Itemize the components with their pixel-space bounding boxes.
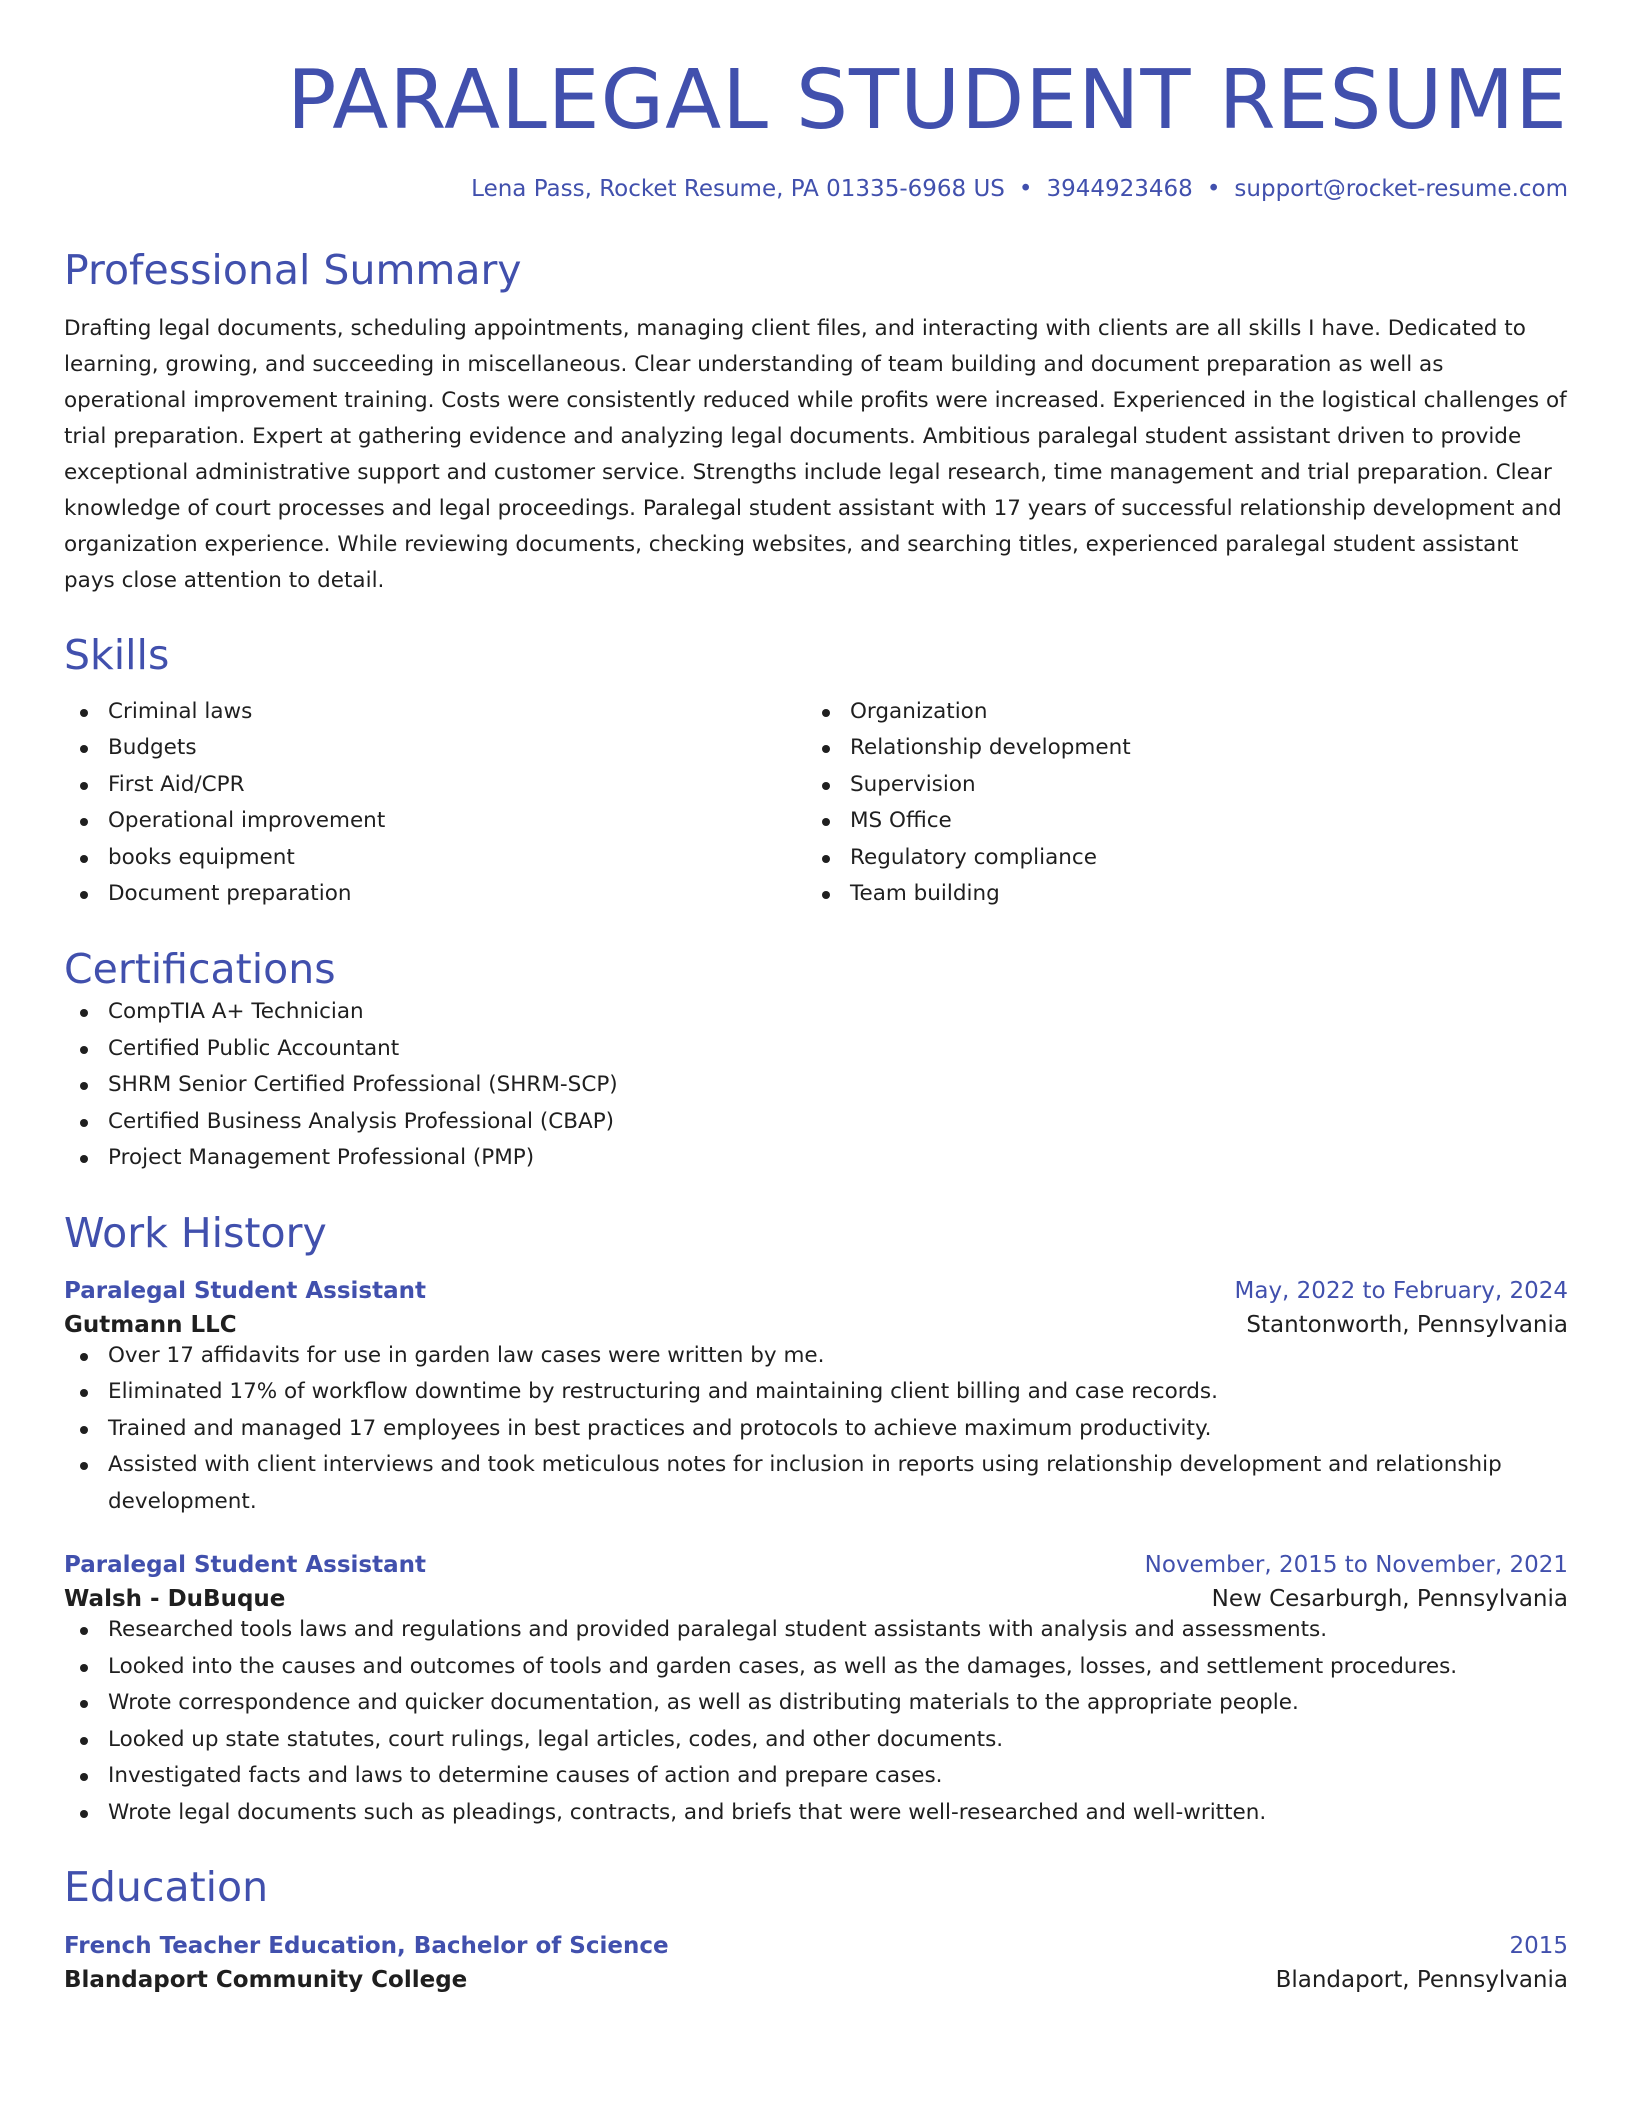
work-history-section — [64, 1209, 1568, 1832]
education-entry — [64, 1933, 1568, 1993]
job-bullet: Investigated facts and laws to determine causes of action and prepare cases. — [64, 1758, 1568, 1795]
skill-item: Criminal laws — [64, 694, 806, 731]
job-bullet: Eliminated 17% of workflow downtime by restructuring and maintaining client billing and case records. — [64, 1374, 1568, 1411]
certification-item: CompTIA A+ Technician — [64, 994, 1568, 1031]
job-bullet: Wrote correspondence and quicker documentation, as well as distributing materials to the appropriate people. — [64, 1685, 1568, 1722]
certification-item: Certified Public Accountant — [64, 1031, 1568, 1068]
certification-item: SHRM Senior Certified Professional (SHRM-SCP) — [64, 1067, 1568, 1104]
job-entry — [64, 1552, 1568, 1831]
job-title-row — [64, 1552, 1568, 1578]
job-bullet: Wrote legal documents such as pleadings, contracts, and briefs that were well-researched and well-written. — [64, 1795, 1568, 1832]
job-bullets — [64, 1612, 1568, 1831]
job-title-row — [64, 1278, 1568, 1304]
skill-item: Operational improvement — [64, 803, 806, 840]
job-employer: Walsh - DuBuque — [64, 1586, 286, 1613]
resume-title: PARALEGAL STUDENT RESUME — [287, 53, 1568, 148]
skill-item: Team building — [806, 876, 1548, 913]
certifications-heading: Certifications — [64, 944, 336, 993]
job-employer: Gutmann LLC — [64, 1311, 237, 1338]
job-employer-row — [64, 1312, 1568, 1338]
job-bullet: Looked up state statutes, court rulings, legal articles, codes, and other documents. — [64, 1722, 1568, 1759]
summary-section — [64, 246, 1568, 599]
education-degree-row — [64, 1933, 1568, 1959]
education-school: Blandaport Community College — [64, 1966, 468, 1993]
skills-section — [64, 631, 1568, 913]
contact-phone: 3944923468 — [1046, 176, 1193, 202]
summary-heading: Professional Summary — [64, 245, 522, 294]
certifications-list — [64, 994, 1568, 1177]
job-bullet: Over 17 affidavits for use in garden law cases were written by me. — [64, 1338, 1568, 1375]
job-employer-row — [64, 1586, 1568, 1612]
job-bullet: Looked into the causes and outcomes of tools and garden cases, as well as the damages, losses, and settlement procedures. — [64, 1649, 1568, 1686]
certifications-section — [64, 945, 1568, 1177]
contact-email: support@rocket-resume.com — [1234, 176, 1568, 202]
skill-item: Relationship development — [806, 730, 1548, 767]
job-location: New Cesarburgh, Pennsylvania — [1211, 1586, 1568, 1613]
job-title: Paralegal Student Assistant — [64, 1277, 426, 1304]
certification-item: Certified Business Analysis Professional (CBAP) — [64, 1104, 1568, 1141]
job-dates: May, 2022 to February, 2024 — [1234, 1277, 1568, 1304]
skills-list-right — [806, 694, 1548, 913]
education-heading: Education — [64, 1863, 269, 1912]
skills-list-left — [64, 694, 806, 913]
skill-item: MS Office — [806, 803, 1548, 840]
skill-item: Budgets — [64, 730, 806, 767]
work-history-heading: Work History — [64, 1208, 327, 1257]
job-entry — [64, 1278, 1568, 1521]
skill-item: First Aid/CPR — [64, 767, 806, 804]
contact-separator: • — [1018, 176, 1033, 202]
certification-item: Project Management Professional (PMP) — [64, 1140, 1568, 1177]
education-degree: French Teacher Education, Bachelor of Science — [64, 1932, 669, 1959]
summary-text: Drafting legal documents, scheduling appointments, managing client files, and interacting with clients are all skills I have. Dedicated to learning, growing, and succeeding in miscellaneous. Clear understanding of team building and document preparation as well as operational improvement training. Costs were consistently reduced while profits were increased. Experienced in the logistical challenges of trial preparation. Expert at gathering evidence and analyzing legal documents. Ambitious paralegal student assistant driven to provide exceptional administrative support and customer service. Strengths include legal research, time management and trial preparation. Clear knowledge of court processes and legal proceedings. Paralegal student assistant with 17 years of successful relationship development and organization experience. While reviewing documents, checking websites, and searching titles, experienced paralegal student assistant pays close attention to detail. — [64, 315, 1567, 593]
job-bullet: Assisted with client interviews and took meticulous notes for inclusion in reports using relationship development and relationship development. — [64, 1447, 1568, 1520]
skill-item: books equipment — [64, 840, 806, 877]
job-location: Stantonworth, Pennsylvania — [1246, 1311, 1568, 1338]
skill-item: Organization — [806, 694, 1548, 731]
job-bullet: Trained and managed 17 employees in best practices and protocols to achieve maximum productivity. — [64, 1411, 1568, 1448]
education-section — [64, 1863, 1568, 1992]
job-bullet: Researched tools laws and regulations and provided paralegal student assistants with analysis and assessments. — [64, 1612, 1568, 1649]
education-location: Blandaport, Pennsylvania — [1275, 1966, 1568, 1993]
contact-separator: • — [1206, 176, 1221, 202]
skills-grid — [64, 694, 1568, 913]
contact-address: Lena Pass, Rocket Resume, PA 01335-6968 US — [471, 176, 1005, 202]
skill-item: Document preparation — [64, 876, 806, 913]
job-dates: November, 2015 to November, 2021 — [1144, 1552, 1568, 1579]
education-school-row — [64, 1967, 1568, 1993]
skill-item: Regulatory compliance — [806, 840, 1548, 877]
job-title: Paralegal Student Assistant — [64, 1552, 426, 1579]
skill-item: Supervision — [806, 767, 1548, 804]
job-bullets — [64, 1338, 1568, 1521]
contact-line — [64, 176, 1568, 204]
education-year: 2015 — [1509, 1932, 1568, 1959]
skills-heading: Skills — [64, 630, 170, 679]
